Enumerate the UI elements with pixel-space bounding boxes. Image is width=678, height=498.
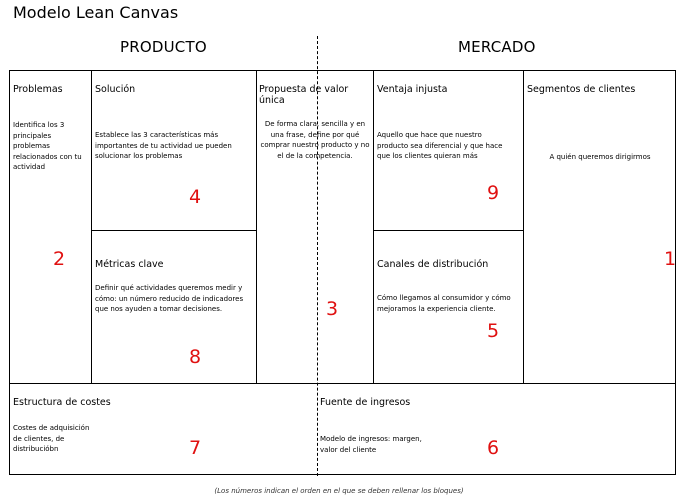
revenue-desc: Modelo de ingresos: margen, valor del cliente xyxy=(320,435,422,454)
problems-desc: Identifica los 3 principales problemas relacionados con tu actividad xyxy=(13,121,82,171)
divider xyxy=(373,230,524,231)
advantage-title: Ventaja injusta xyxy=(377,84,448,95)
metrics-title: Métricas clave xyxy=(95,259,164,270)
value-title: Propuesta de valor única xyxy=(259,84,349,106)
divider xyxy=(256,70,257,383)
divider xyxy=(91,70,92,383)
divider xyxy=(91,230,257,231)
channels-title: Canales de distribución xyxy=(377,259,489,270)
value-order-number: 3 xyxy=(326,298,339,320)
channels-desc: Cómo llegamos al consumidor y cómo mejoramos la experiencia cliente. xyxy=(377,294,511,313)
problems-title: Problemas xyxy=(13,84,63,95)
solution-order-number: 4 xyxy=(189,186,202,208)
channels-order-number: 5 xyxy=(487,320,500,342)
header-producto: PRODUCTO xyxy=(120,38,207,56)
segments-order-number: 1 xyxy=(664,248,677,270)
advantage-desc: Aquello que hace que nuestro producto sea diferencial y que hace que los clientes quieran más xyxy=(377,131,503,160)
footer-note: (Los números indican el orden en el que se deben rellenar los bloques) xyxy=(214,487,464,495)
solution-desc: Establece las 3 características más importantes de tu actividad ue pueden solucionar los problemas xyxy=(95,131,232,160)
divider xyxy=(9,383,676,384)
metrics-desc: Definir qué actividades queremos medir y cómo: un número reducido de indicadores que nos ayuden a tomar decisiones. xyxy=(95,284,244,313)
header-mercado: MERCADO xyxy=(458,38,536,56)
costs-desc: Costes de adquisición de clientes, de distribucióbn xyxy=(13,424,90,453)
value-desc: De forma clara, sencilla y en una frase, define por qué comprar nuestro producto y no el de la competencia. xyxy=(260,120,370,160)
costs-order-number: 7 xyxy=(189,437,202,459)
page-title: Modelo Lean Canvas xyxy=(13,3,179,22)
costs-title: Estructura de costes xyxy=(13,397,111,408)
revenue-order-number: 6 xyxy=(487,437,500,459)
problems-order-number: 2 xyxy=(53,248,66,270)
segments-desc: A quién queremos dirigirmos xyxy=(549,153,651,161)
divider xyxy=(523,70,524,383)
segments-title: Segmentos de clientes xyxy=(527,84,636,95)
advantage-order-number: 9 xyxy=(487,182,500,204)
revenue-title: Fuente de ingresos xyxy=(320,397,411,408)
divider xyxy=(373,70,374,383)
solution-title: Solución xyxy=(95,84,136,95)
metrics-order-number: 8 xyxy=(189,346,202,368)
